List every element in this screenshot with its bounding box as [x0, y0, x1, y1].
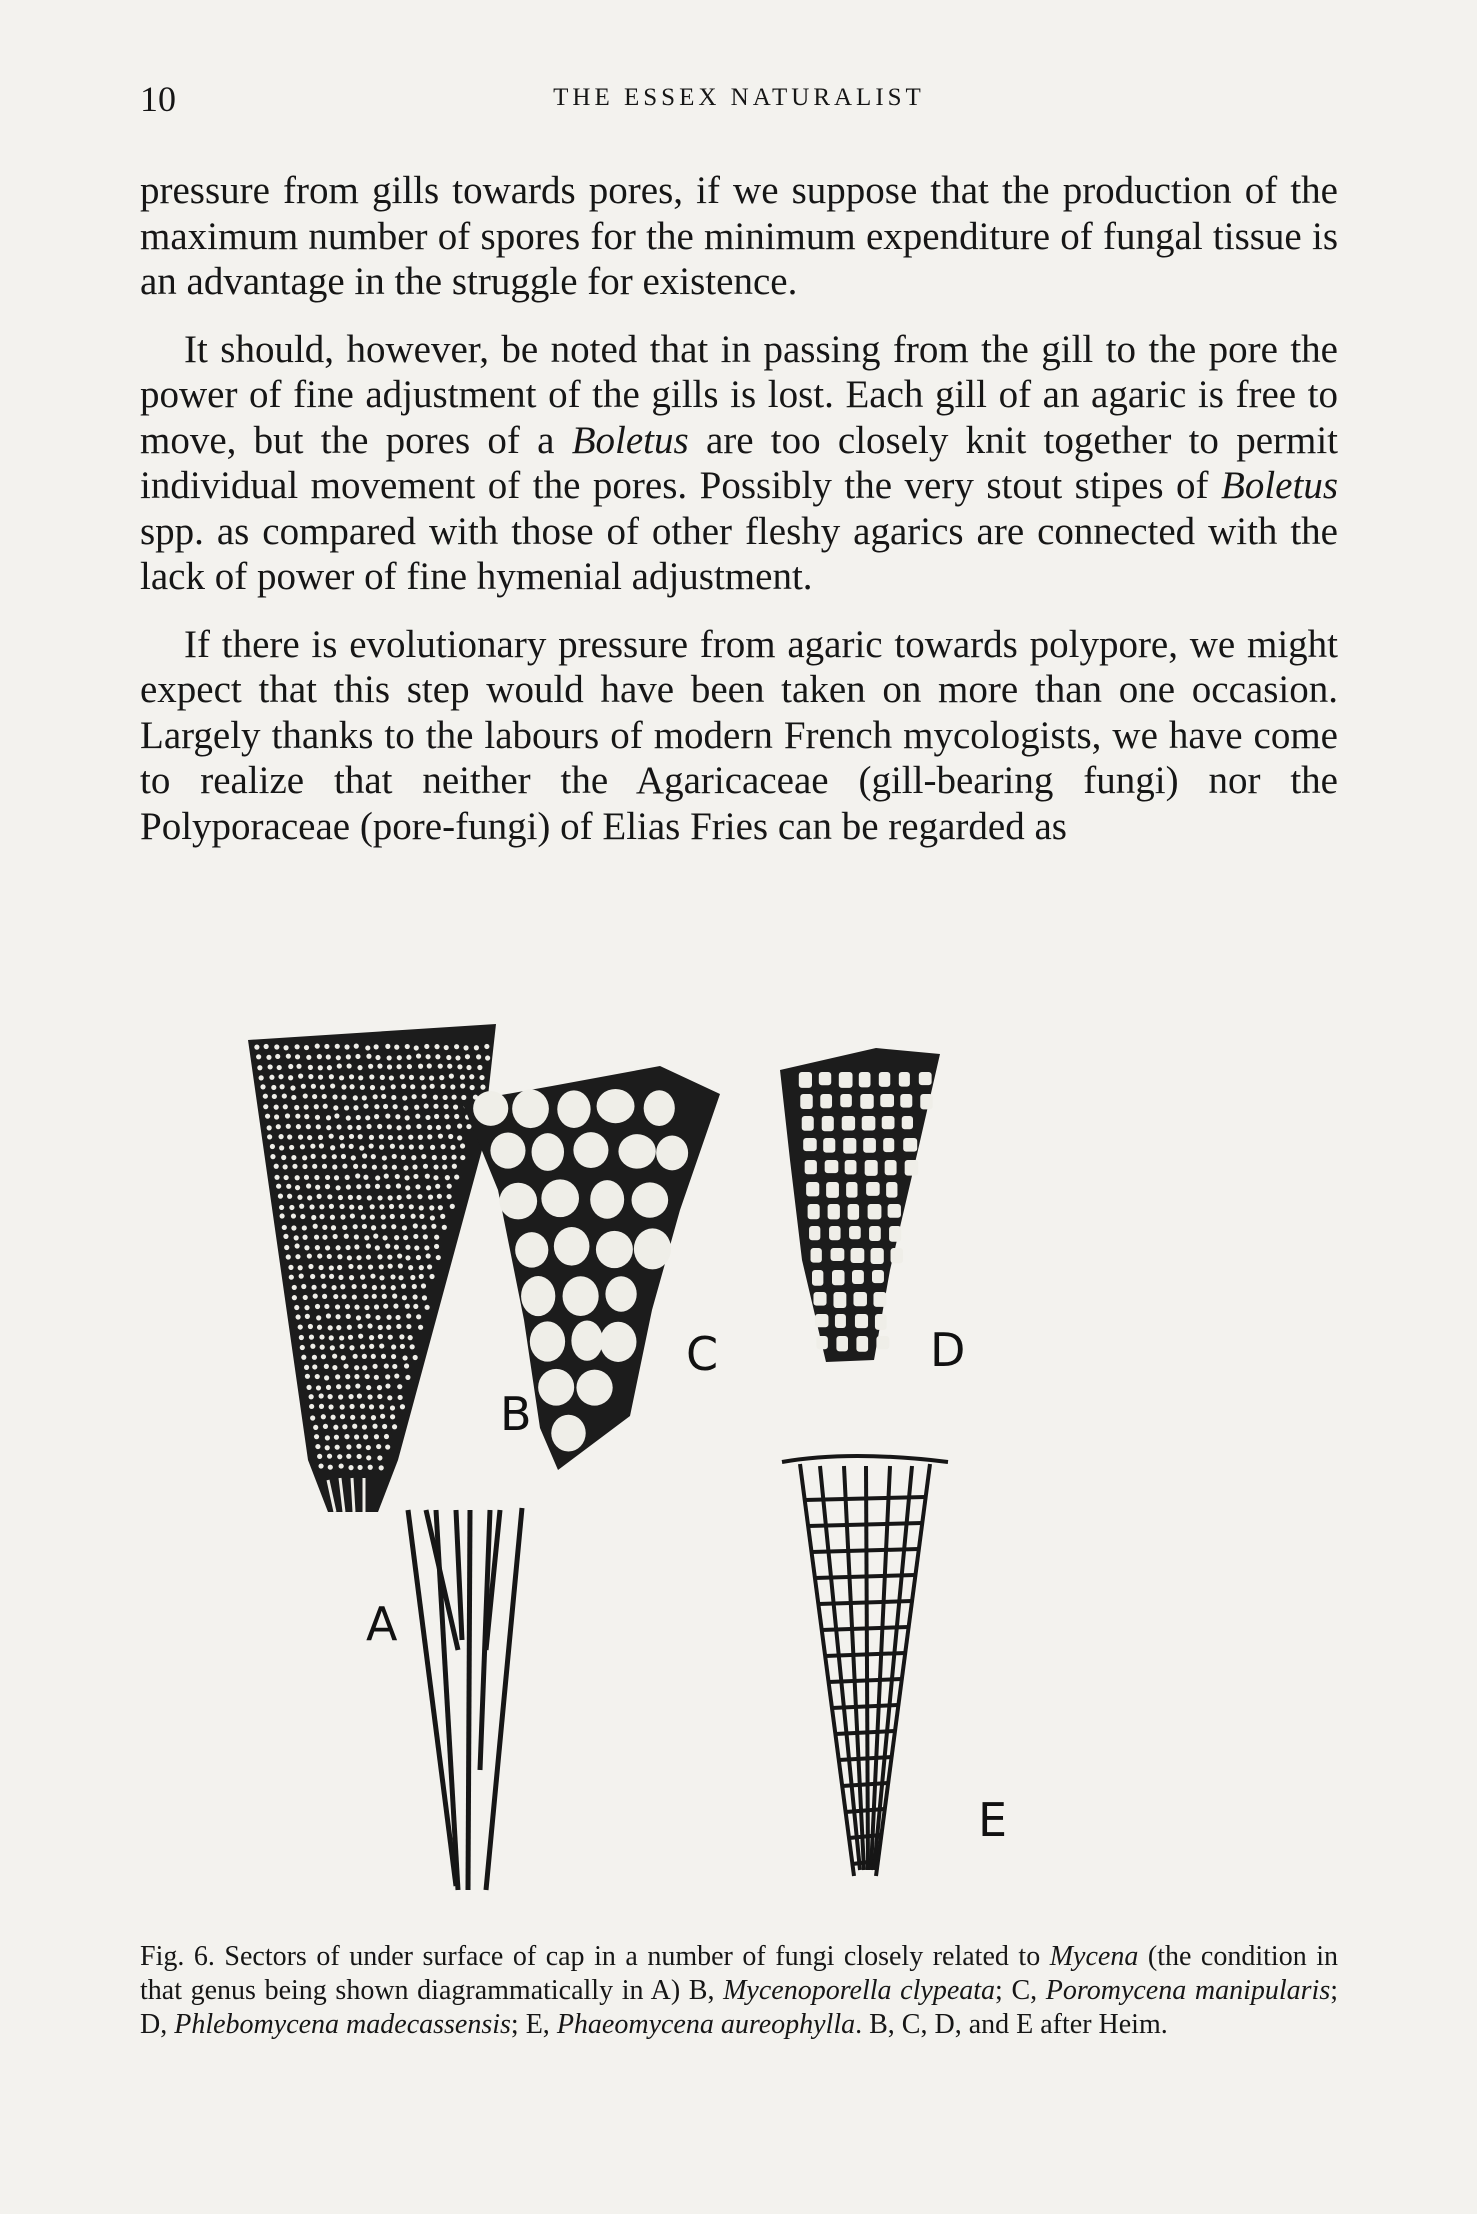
genus-name: Boletus [571, 418, 689, 462]
paragraph-3: If there is evolutionary pressure from agaric towards polypore, we might expect that this step would have been taken on more than one occasion. Largely thanks to the labours of modern French mycologists, we have come to realize that neither the Agaricaceae (gill-bearing fungi) nor the Polyporaceae (pore-fungi) of Elias Fries can be regarded as [140, 622, 1338, 848]
label-c: C [686, 1327, 719, 1381]
figure-caption: Fig. 6. Sectors of under surface of cap in a number of fungi closely related to Mycena (the condition in that genus being shown diagrammatically in A) B, Mycenoporella clypeata; C, Poromycena manipularis; D, Phlebomycena madecassensis; E, Phaeomycena aureophylla. B, C, D, and E after Heim. [140, 1941, 1339, 2040]
paragraph-2: It should, however, be noted that in passing from the gill to the pore the power of fine adjustment of the gills is lost. Each gill of an agaric is free to move, but the pores of a Boletus are too closely knit together to permit individual movement of the pores. Possibly the very stout stipes of Boletus spp. as compared with those of other fleshy agarics are connected with the lack of power of fine hymenial adjustment. [140, 327, 1338, 598]
page-header [140, 78, 1338, 118]
sector-a [366, 1508, 522, 1890]
label-a: A [366, 1597, 398, 1651]
sector-e [782, 1456, 1007, 1876]
label-e: E [978, 1793, 1008, 1847]
label-b: B [500, 1387, 532, 1441]
body-text [140, 168, 1338, 871]
sector-d [780, 1048, 965, 1377]
paragraph-1: pressure from gills towards pores, if we suppose that the production of the maximum number of spores for the minimum expenditure of fungal tissue is an advantage in the struggle for existence. [140, 169, 1338, 303]
running-title: THE ESSEX NATURALIST [553, 84, 925, 111]
fungi-sectors-illustration [200, 1010, 1300, 1910]
figure-6 [200, 1010, 1300, 1910]
label-d: D [930, 1323, 966, 1377]
genus-name: Boletus [1221, 464, 1338, 507]
page-number: 10 [140, 79, 176, 119]
